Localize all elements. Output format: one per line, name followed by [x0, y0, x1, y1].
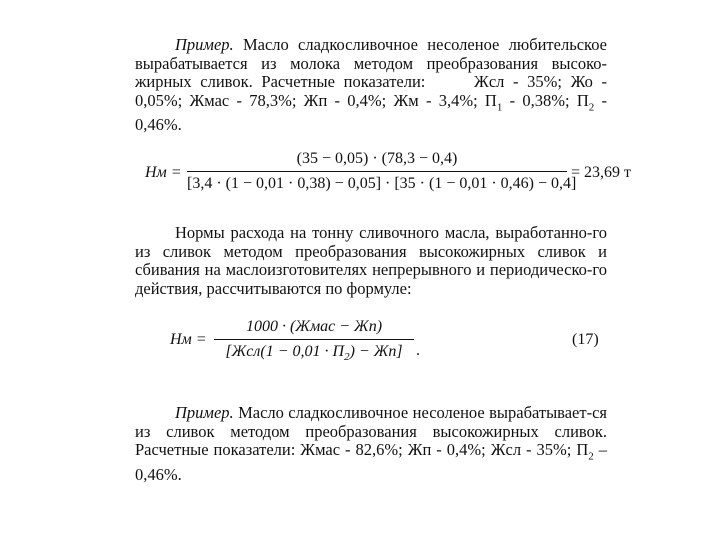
formula-17-trailing-dot: .	[416, 342, 420, 359]
norms-paragraph	[135, 224, 607, 298]
formula-1-numerator: (35 − 0,05) · (78,3 − 0,4)	[296, 150, 458, 167]
formula-17-den-subscript: 2	[344, 351, 350, 364]
example-text-2-tail: – 0,46%.	[135, 440, 607, 484]
formula-17-numerator: 1000 · (Жмас − Жп)	[245, 318, 383, 335]
example-lead-1: Пример.	[175, 35, 234, 54]
formula-17	[170, 318, 610, 366]
formula-1-denominator: [3,4 · (1 − 0,01 · 0,38) − 0,05] · [35 · (1 − 0,01 · 0,46) − 0,4]	[187, 171, 567, 193]
example-text-1: Масло сладкосливочное несоленое любительское вырабатывается из молока методом преобразования высоко-жирных сливок. Расчетные показатели:	[135, 35, 607, 91]
formula-17-lhs: Нм =	[170, 331, 207, 348]
p1-value: - 0,38%; П	[502, 90, 589, 110]
formula-17-denominator	[214, 339, 414, 363]
example-text-2: Масло сладкосливочное несоленое вырабатывает-ся из сливок методом преобразования высокожирных сливок. Расчетные показатели: Жмас - 82,6%; Жп - 0,4%; Жсл - 35%; П	[135, 403, 608, 459]
formula-1-fraction	[187, 150, 577, 193]
example-2-subscript: 2	[588, 450, 594, 463]
example-lead-2: Пример.	[175, 403, 234, 422]
example-paragraph-1	[135, 36, 607, 135]
formula-17-den-part-a: [Жсл(1 − 0,01 · П	[225, 343, 345, 360]
formula-1-lhs: Нм =	[145, 164, 182, 181]
example-paragraph-2	[135, 404, 607, 484]
formula-17-den-part-b: ) − Жп]	[349, 343, 403, 360]
formula-17-fraction	[214, 318, 414, 363]
p2-subscript: 2	[588, 100, 595, 113]
formula-17-number: (17)	[572, 331, 599, 348]
formula-1-result: = 23,69 т	[571, 164, 632, 181]
norms-text: Нормы расхода на тонну сливочного масла, выработанно-го из сливок методом преобразования высокожирных сливок и сбивания на маслоизготовителях непрерывного и периодическо-го действия, рассчитываются по формуле:	[135, 223, 607, 298]
params-line-1: Жсл - 35%; Жо - 0,05%; Жмас - 78,3%; Жп - 0,4%; Жм - 3,4%; П	[135, 72, 608, 110]
formula-1	[145, 150, 632, 200]
p2-value: - 0,46%.	[135, 90, 607, 135]
p1-subscript: 1	[496, 100, 503, 113]
